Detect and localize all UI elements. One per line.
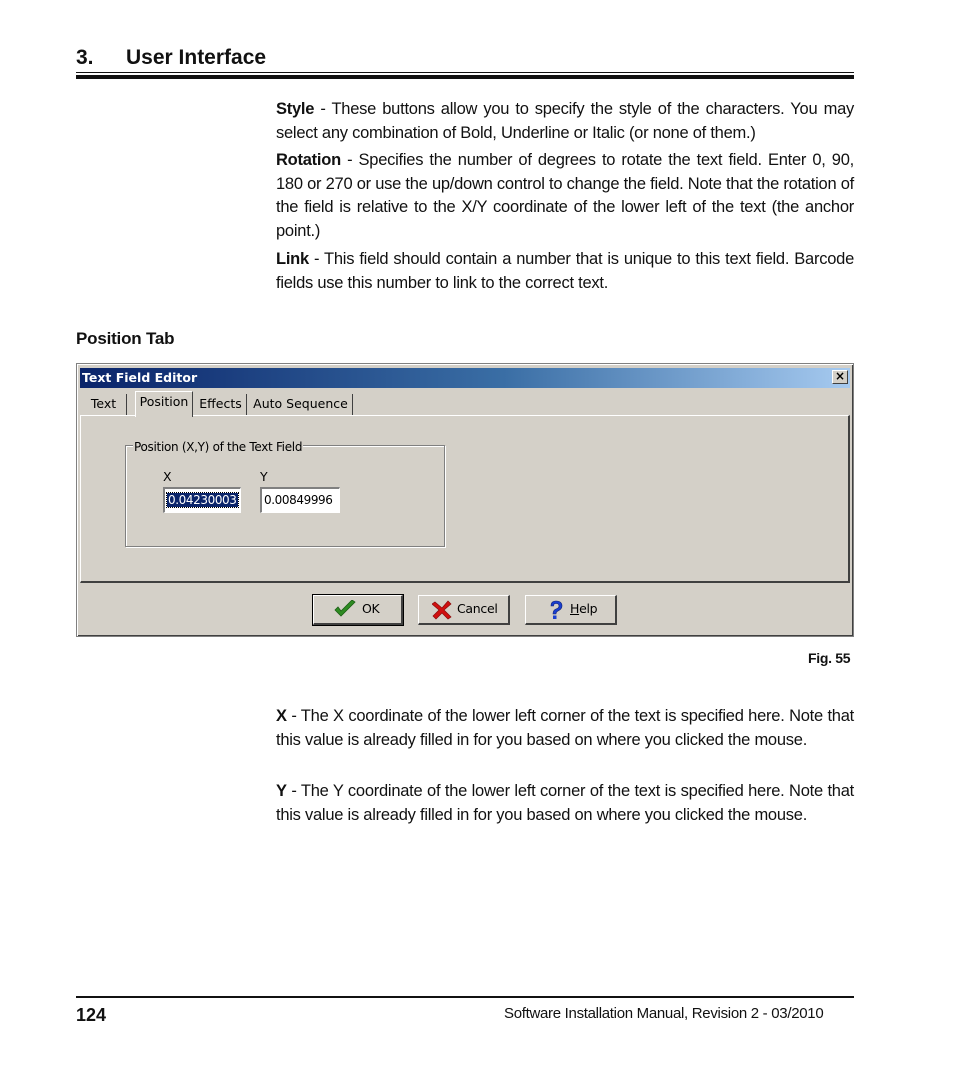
rotation-term: Rotation — [276, 151, 341, 169]
style-term: Style — [276, 100, 315, 118]
x-label: X — [163, 469, 172, 484]
y-paragraph — [276, 780, 854, 827]
figure-caption: Fig. 55 — [808, 650, 851, 666]
y-text: - The Y coordinate of the lower left corner of the text is specified here. Note that this value is already filled in for you based on where you clicked the mouse. — [276, 782, 854, 824]
checkmark-icon — [334, 600, 356, 621]
help-button[interactable] — [525, 595, 617, 625]
x-coordinate-input[interactable] — [163, 487, 241, 513]
header-rule — [76, 72, 854, 78]
help-label: Help — [570, 601, 598, 616]
cancel-button[interactable] — [418, 595, 510, 625]
x-text: - The X coordinate of the lower left corner of the text is specified here. Note that this value is already filled in for you based on where you clicked the mouse. — [276, 707, 854, 749]
x-mark-icon — [432, 600, 452, 623]
section-number: 3. — [76, 46, 94, 69]
x-value: 0.04230003 — [168, 493, 237, 507]
section-title: User Interface — [126, 46, 267, 69]
ok-label: OK — [362, 601, 380, 616]
rotation-text: - Specifies the number of degrees to rotate the text field. Enter 0, 90, 180 or 270 or use the up/down control to change the field. Note that the rotation of the field is relative to the X/Y coordinate of the lower left of the text (the anchor point.) — [276, 151, 854, 240]
position-tab-heading: Position Tab — [76, 329, 175, 348]
ok-button[interactable] — [313, 595, 403, 625]
groupbox-label: Position (X,Y) of the Text Field — [134, 440, 303, 454]
style-paragraph — [276, 98, 854, 145]
tab-position[interactable]: Position — [135, 391, 193, 417]
y-term: Y — [276, 782, 287, 800]
page-number: 124 — [76, 1005, 107, 1025]
tab-effects[interactable]: Effects — [195, 394, 247, 416]
link-term: Link — [276, 250, 309, 268]
tab-auto-sequence[interactable]: Auto Sequence — [249, 394, 353, 416]
x-term: X — [276, 707, 287, 725]
link-text: - This field should contain a number that is unique to this text field. Barcode fields use this number to link to the correct text. — [276, 250, 854, 292]
dialog-titlebar — [80, 368, 850, 388]
close-button[interactable] — [832, 370, 848, 384]
dialog-title: Text Field Editor — [82, 370, 198, 385]
x-paragraph — [276, 705, 854, 752]
text-field-editor-dialog — [76, 363, 854, 637]
question-mark-icon — [548, 600, 564, 623]
footer-rule — [76, 996, 854, 998]
rotation-paragraph — [276, 149, 854, 243]
y-value: 0.00849996 — [264, 493, 333, 507]
manual-title: Software Installation Manual, Revision 2 - 03/2010 — [504, 1005, 824, 1022]
style-text: - These buttons allow you to specify the style of the characters. You may select any combination of Bold, Underline or Italic (or none of them.) — [276, 100, 854, 142]
y-label: Y — [260, 469, 268, 484]
link-paragraph — [276, 248, 854, 295]
cancel-label: Cancel — [457, 601, 498, 616]
y-coordinate-input[interactable] — [260, 487, 340, 513]
tab-text[interactable]: Text — [81, 394, 127, 416]
close-icon: × — [834, 369, 846, 383]
